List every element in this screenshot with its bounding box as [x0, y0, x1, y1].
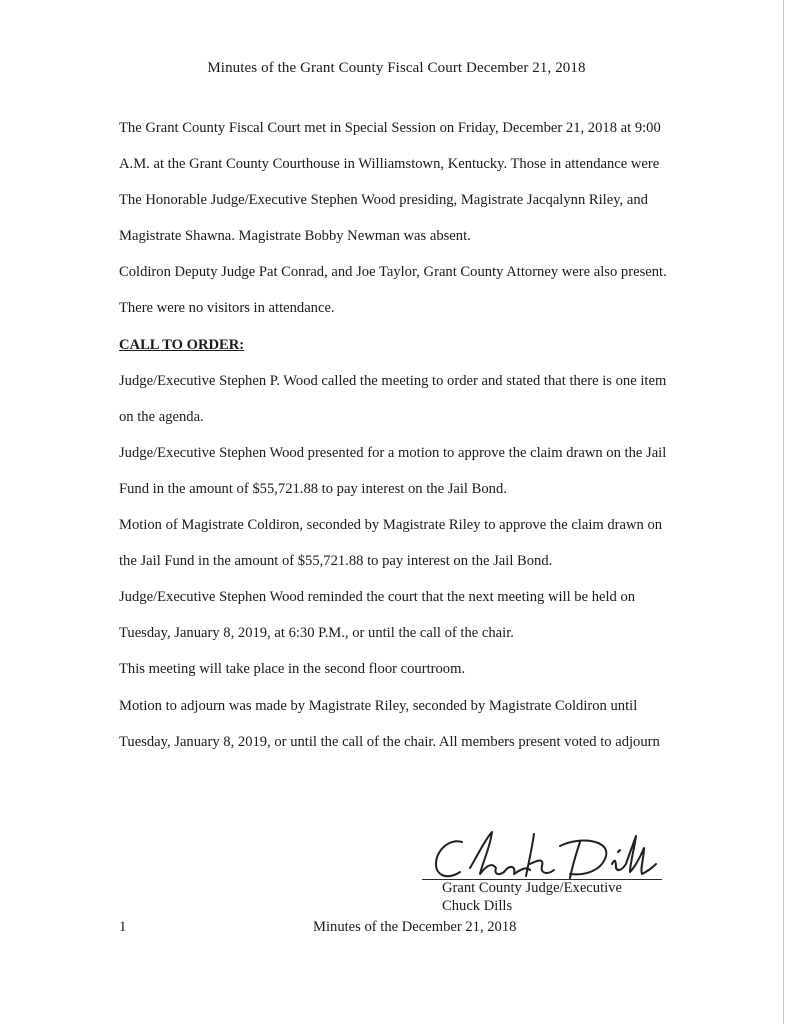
paragraph-motion: Motion of Magistrate Coldiron, seconded by Magistrate Riley to approve the claim drawn on the Jail Fund in the amount of $55,721.88 to pay interest on the Jail Bond.	[119, 517, 663, 570]
footer-page-number: 1	[119, 919, 127, 935]
document-header: Minutes of the Grant County Fiscal Court December 21, 2018	[207, 60, 586, 76]
paragraph-call-to-order: Judge/Executive Stephen P. Wood called the meeting to order and stated that there is one item on the agenda.	[119, 372, 667, 425]
paragraph-also-present: Coldiron Deputy Judge Pat Conrad, and Joe Taylor, Grant County Attorney were also present. There were no visitors in attendance.	[119, 264, 667, 317]
section-heading: CALL TO ORDER:	[119, 336, 245, 353]
paragraph-next-meeting: Judge/Executive Stephen Wood reminded the court that the next meeting will be held on Tuesday, January 8, 2019, at 6:30 P.M., or until the call of the chair.	[119, 589, 636, 642]
scan-edge-line	[783, 0, 784, 1024]
paragraph-adjourn: Motion to adjourn was made by Magistrate Riley, seconded by Magistrate Coldiron until Tuesday, January 8, 2019, or until the call of the chair. All members present voted to adjourn	[119, 697, 660, 750]
footer-title: Minutes of the December 21, 2018	[313, 919, 517, 935]
paragraph-location: This meeting will take place in the second floor courtroom.	[119, 661, 466, 678]
signer-name: Chuck Dills	[442, 898, 513, 914]
paragraph-opening: The Grant County Fiscal Court met in Special Session on Friday, December 21, 2018 at 9:00 A.M. at the Grant County Courthouse in Williamstown, Kentucky. Those in attendance were The Honorable Judge/Executive Stephen Wood presiding, Magistrate Jacqalynn Riley, and Magistrate Shawna. Magistrate Bobby Newman was absent.	[119, 120, 661, 245]
document-body	[119, 110, 679, 760]
signer-title: Grant County Judge/Executive	[442, 880, 622, 896]
paragraph-presentation: Judge/Executive Stephen Wood presented for a motion to approve the claim drawn on the Jail Fund in the amount of $55,721.88 to pay interest on the Jail Bond.	[119, 444, 667, 497]
signature-block	[422, 828, 672, 928]
